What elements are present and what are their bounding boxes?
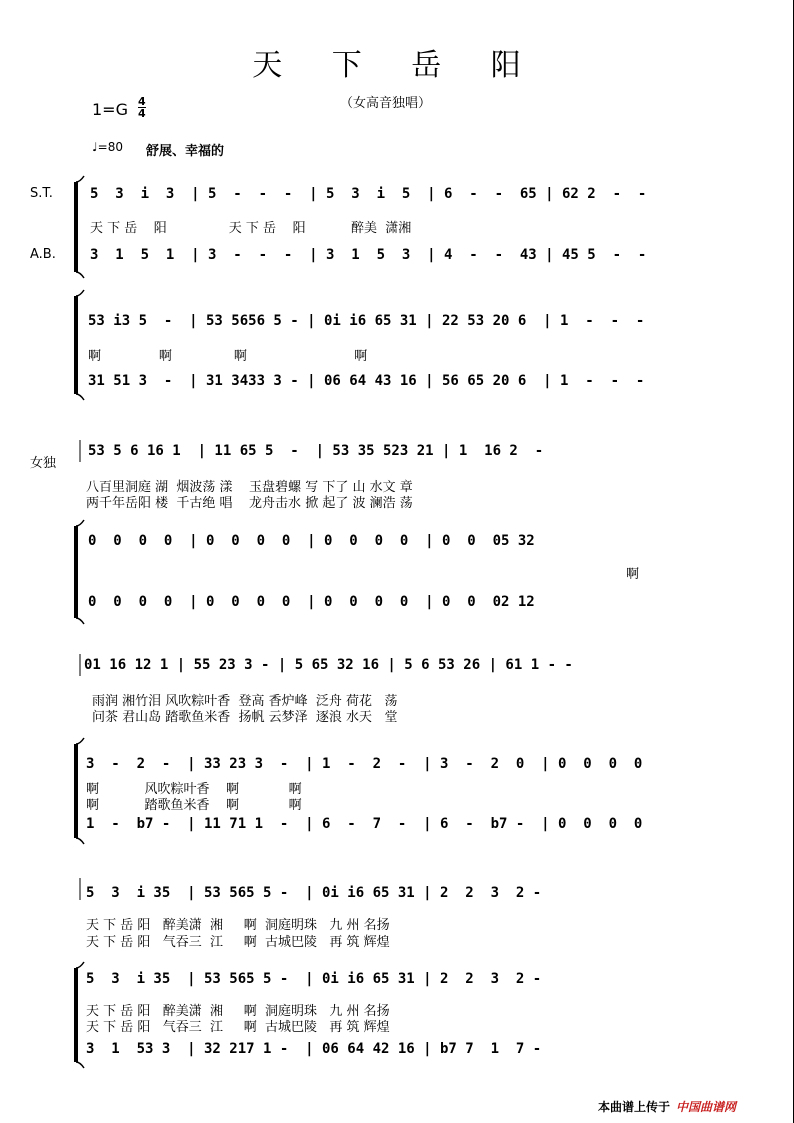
sys4-solo-notes: 01 16 12 1 | 55 23 3 - | 5 65 32 16 | 5 6 53 26 | 61 1 - - bbox=[84, 657, 573, 673]
sys4-lyrics-2: 问茶 君山岛 踏歌鱼米香 扬帆 云梦泽 逐浪 水天 堂 bbox=[92, 710, 398, 725]
sys3-lyrics-2: 两千年岳阳 楼 千古绝 唱 龙舟击水 掀 起了 波 澜浩 荡 bbox=[86, 496, 413, 511]
sys3-solo-notes: 53 5 6 16 1 | 11 65 5 - | 53 35 523 21 | 1 16 2 - bbox=[88, 443, 544, 459]
tempo-marking: ♩=80 bbox=[92, 140, 123, 154]
sys2-ab-notes: 31 51 3 - | 31 3433 3 - | 06 64 43 16 | 56 65 20 6 | 1 - - - bbox=[88, 373, 645, 389]
sys1-lyrics: 天 下 岳 阳 天 下 岳 阳 醉美 潇湘 bbox=[90, 221, 412, 236]
sys1-st-notes: 5 3 i 3 | 5 - - - | 5 3 i 5 | 6 - - 65 | 62 2 - - bbox=[90, 186, 647, 202]
sys5-choir-lyrics-1: 天 下 岳 阳 醉美潇 湘 啊 洞庭明珠 九 州 名扬 bbox=[86, 1004, 390, 1019]
sys2-st-notes: 53 i3 5 - | 53 5656 5 - | 0i i6 65 31 | 22 53 20 6 | 1 - - - bbox=[88, 313, 645, 329]
sys4-st-notes: 3 - 2 - | 33 23 3 - | 1 - 2 - | 3 - 2 0 | 0 0 0 0 bbox=[86, 756, 643, 772]
sys5-lyrics-2: 天 下 岳 阳 气吞三 江 啊 古城巴陵 再 筑 辉煌 bbox=[86, 935, 390, 950]
voice-label-ab: A.B. bbox=[30, 247, 56, 262]
sys3-choir-lyric: 啊 bbox=[626, 567, 640, 582]
sys5-choir-lyrics-2: 天 下 岳 阳 气吞三 江 啊 古城巴陵 再 筑 辉煌 bbox=[86, 1020, 390, 1035]
sys2-lyrics: 啊 啊 啊 啊 bbox=[88, 349, 368, 364]
voice-label-st: S.T. bbox=[30, 186, 53, 201]
footer-text: 本曲谱上传于 bbox=[598, 1100, 671, 1114]
sys5-solo-notes: 5 3 i 35 | 53 565 5 - | 0i i6 65 31 | 2 2 3 2 - bbox=[86, 885, 542, 901]
sys4-choir-lyrics-1: 啊 风吹粽叶香 啊 啊 bbox=[86, 782, 302, 797]
sys4-ab-notes: 1 - b7 - | 11 71 1 - | 6 - 7 - | 6 - b7 - | 0 0 0 0 bbox=[86, 816, 643, 832]
expression-marking: 舒展、幸福的 bbox=[146, 144, 225, 159]
key-signature: 1=G bbox=[92, 100, 128, 119]
time-top: 4 bbox=[138, 95, 146, 108]
footer-brand-logo: 中国曲谱网 bbox=[676, 1100, 737, 1114]
sys1-ab-notes: 3 1 5 1 | 3 - - - | 3 1 5 3 | 4 - - 43 | 45 5 - - bbox=[90, 247, 647, 263]
score-subtitle: （女高音独唱） bbox=[340, 96, 432, 111]
sys4-choir-lyrics-2: 啊 踏歌鱼米香 啊 啊 bbox=[86, 798, 302, 813]
sys3-lyrics-1: 八百里洞庭 湖 烟波荡 漾 玉盘碧螺 写 下了 山 水文 章 bbox=[86, 480, 413, 495]
voice-label-solo: 女独 bbox=[30, 456, 57, 471]
sys4-lyrics-1: 雨润 湘竹泪 风吹粽叶香 登高 香炉峰 泛舟 荷花 荡 bbox=[92, 694, 398, 709]
sys5-st-notes: 5 3 i 35 | 53 565 5 - | 0i i6 65 31 | 2 2 3 2 - bbox=[86, 971, 542, 987]
score-title: 天 下 岳 阳 bbox=[252, 48, 541, 83]
sys3-ab-notes: 0 0 0 0 | 0 0 0 0 | 0 0 0 0 | 0 0 02 12 bbox=[88, 594, 535, 610]
sys5-ab-notes: 3 1 53 3 | 32 217 1 - | 06 64 42 16 | b7 7 1 7 - bbox=[86, 1041, 542, 1057]
sys5-lyrics-1: 天 下 岳 阳 醉美潇 湘 啊 洞庭明珠 九 州 名扬 bbox=[86, 918, 390, 933]
footer-credit bbox=[598, 1098, 736, 1115]
sys3-st-notes: 0 0 0 0 | 0 0 0 0 | 0 0 0 0 | 0 0 05 32 bbox=[88, 533, 535, 549]
time-bottom: 4 bbox=[138, 107, 146, 120]
